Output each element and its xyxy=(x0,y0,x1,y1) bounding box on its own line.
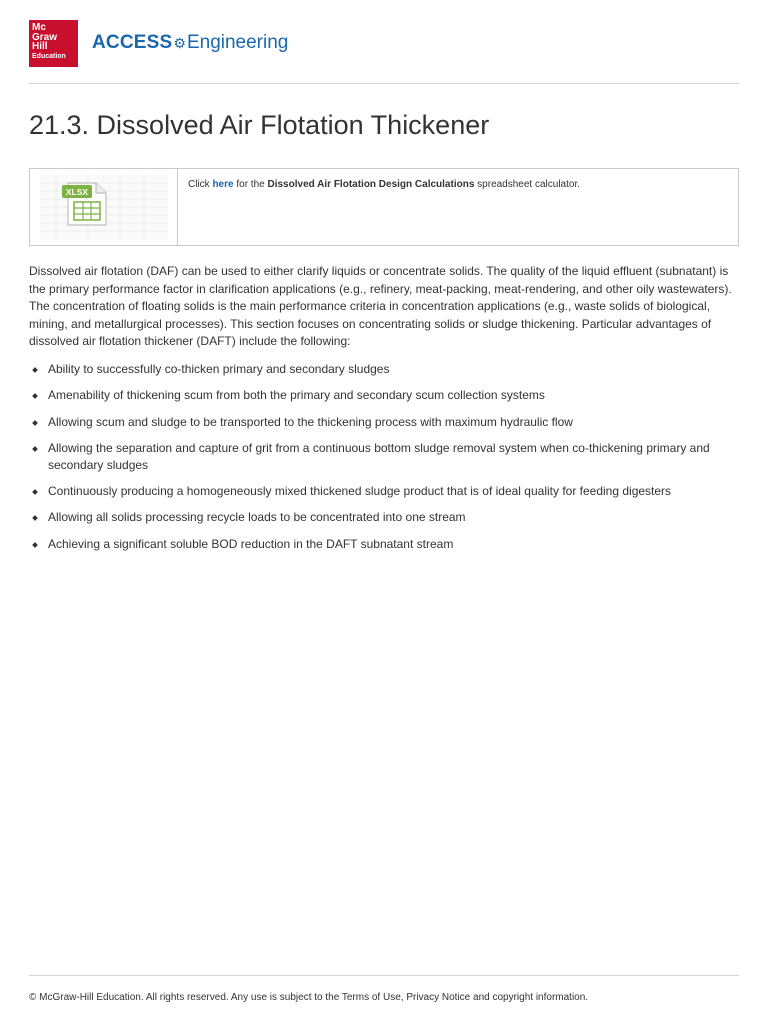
brand-engineering: Engineering xyxy=(186,32,289,53)
list-item xyxy=(29,361,741,378)
list-item xyxy=(29,414,741,431)
advantages-list xyxy=(29,361,741,562)
gear-icon: ⚙ xyxy=(173,35,186,51)
list-item-text: Achieving a significant soluble BOD reduction in the DAFT subnatant stream xyxy=(48,536,454,551)
copyright-footer: © McGraw-Hill Education. All rights reserved. Any use is subject to the Terms of Use, Privacy Notice and copyright information. xyxy=(29,992,589,1003)
list-item xyxy=(29,387,741,404)
calc-middle: for the xyxy=(236,179,265,190)
xlsx-file-icon xyxy=(60,177,112,234)
logo-line: Education xyxy=(32,52,66,60)
brand-access: ACCESS xyxy=(92,32,173,53)
list-item xyxy=(29,509,741,526)
bullet-icon xyxy=(32,542,38,548)
list-item xyxy=(29,483,741,500)
list-item-text: Amenability of thickening scum from both the primary and secondary scum collection systems xyxy=(48,388,545,403)
page-title: 21.3. Dissolved Air Flotation Thickener xyxy=(29,110,490,140)
mcgraw-hill-logo[interactable] xyxy=(29,20,78,67)
list-item-text: Allowing scum and sludge to be transported to the thickening process with maximum hydraulic flow xyxy=(48,414,573,429)
bullet-icon xyxy=(32,489,38,495)
calc-prefix: Click xyxy=(188,179,210,190)
spreadsheet-thumbnail[interactable] xyxy=(30,169,178,245)
calculator-name: Dissolved Air Flotation Design Calculations xyxy=(267,179,475,190)
list-item-text: Continuously producing a homogeneously mixed thickened sludge product that is of ideal quality for feeding digesters xyxy=(48,484,672,499)
logo-line: Hill xyxy=(32,41,48,52)
access-engineering-logo[interactable] xyxy=(92,32,288,54)
bullet-icon xyxy=(32,446,38,452)
list-item-text: Allowing all solids processing recycle loads to be concentrated into one stream xyxy=(48,510,466,525)
site-header xyxy=(29,20,739,67)
list-item xyxy=(29,440,741,474)
bullet-icon xyxy=(32,516,38,522)
intro-paragraph: Dissolved air flotation (DAF) can be used to either clarify liquids or concentrate solids. The quality of the liquid effluent (subnatant) is the primary performance factor in clarification applications (e.g., refinery, meat-packing, meat-rendering, and other oily wastewaters). The concentration of floating solids is the main performance criteria in concentration applications (e.g., waste solids of biological, mining, and metallurgical processes). This section focuses on concentrating solids or sludge thickening. Particular advantages of dissolved air flotation thickener (DAFT) include the following: xyxy=(29,264,732,349)
logo-line: Mc xyxy=(32,22,46,33)
footer-divider xyxy=(29,975,739,976)
list-item-text: Allowing the separation and capture of grit from a continuous bottom sludge removal system when co-thickening primary and secondary sludges xyxy=(48,440,710,472)
header-divider xyxy=(29,83,739,84)
bullet-icon xyxy=(32,393,38,399)
logo-line: Graw xyxy=(32,31,58,43)
calc-suffix: spreadsheet calculator. xyxy=(477,179,581,190)
bullet-icon xyxy=(32,420,38,426)
calculator-link[interactable]: here xyxy=(212,179,234,190)
xlsx-label: XLSX xyxy=(65,187,89,197)
list-item xyxy=(29,536,741,553)
list-item-text: Ability to successfully co-thicken primary and secondary sludges xyxy=(48,362,390,376)
bullet-icon xyxy=(32,367,38,373)
calculator-text xyxy=(188,179,580,191)
calculator-callout xyxy=(29,168,739,246)
